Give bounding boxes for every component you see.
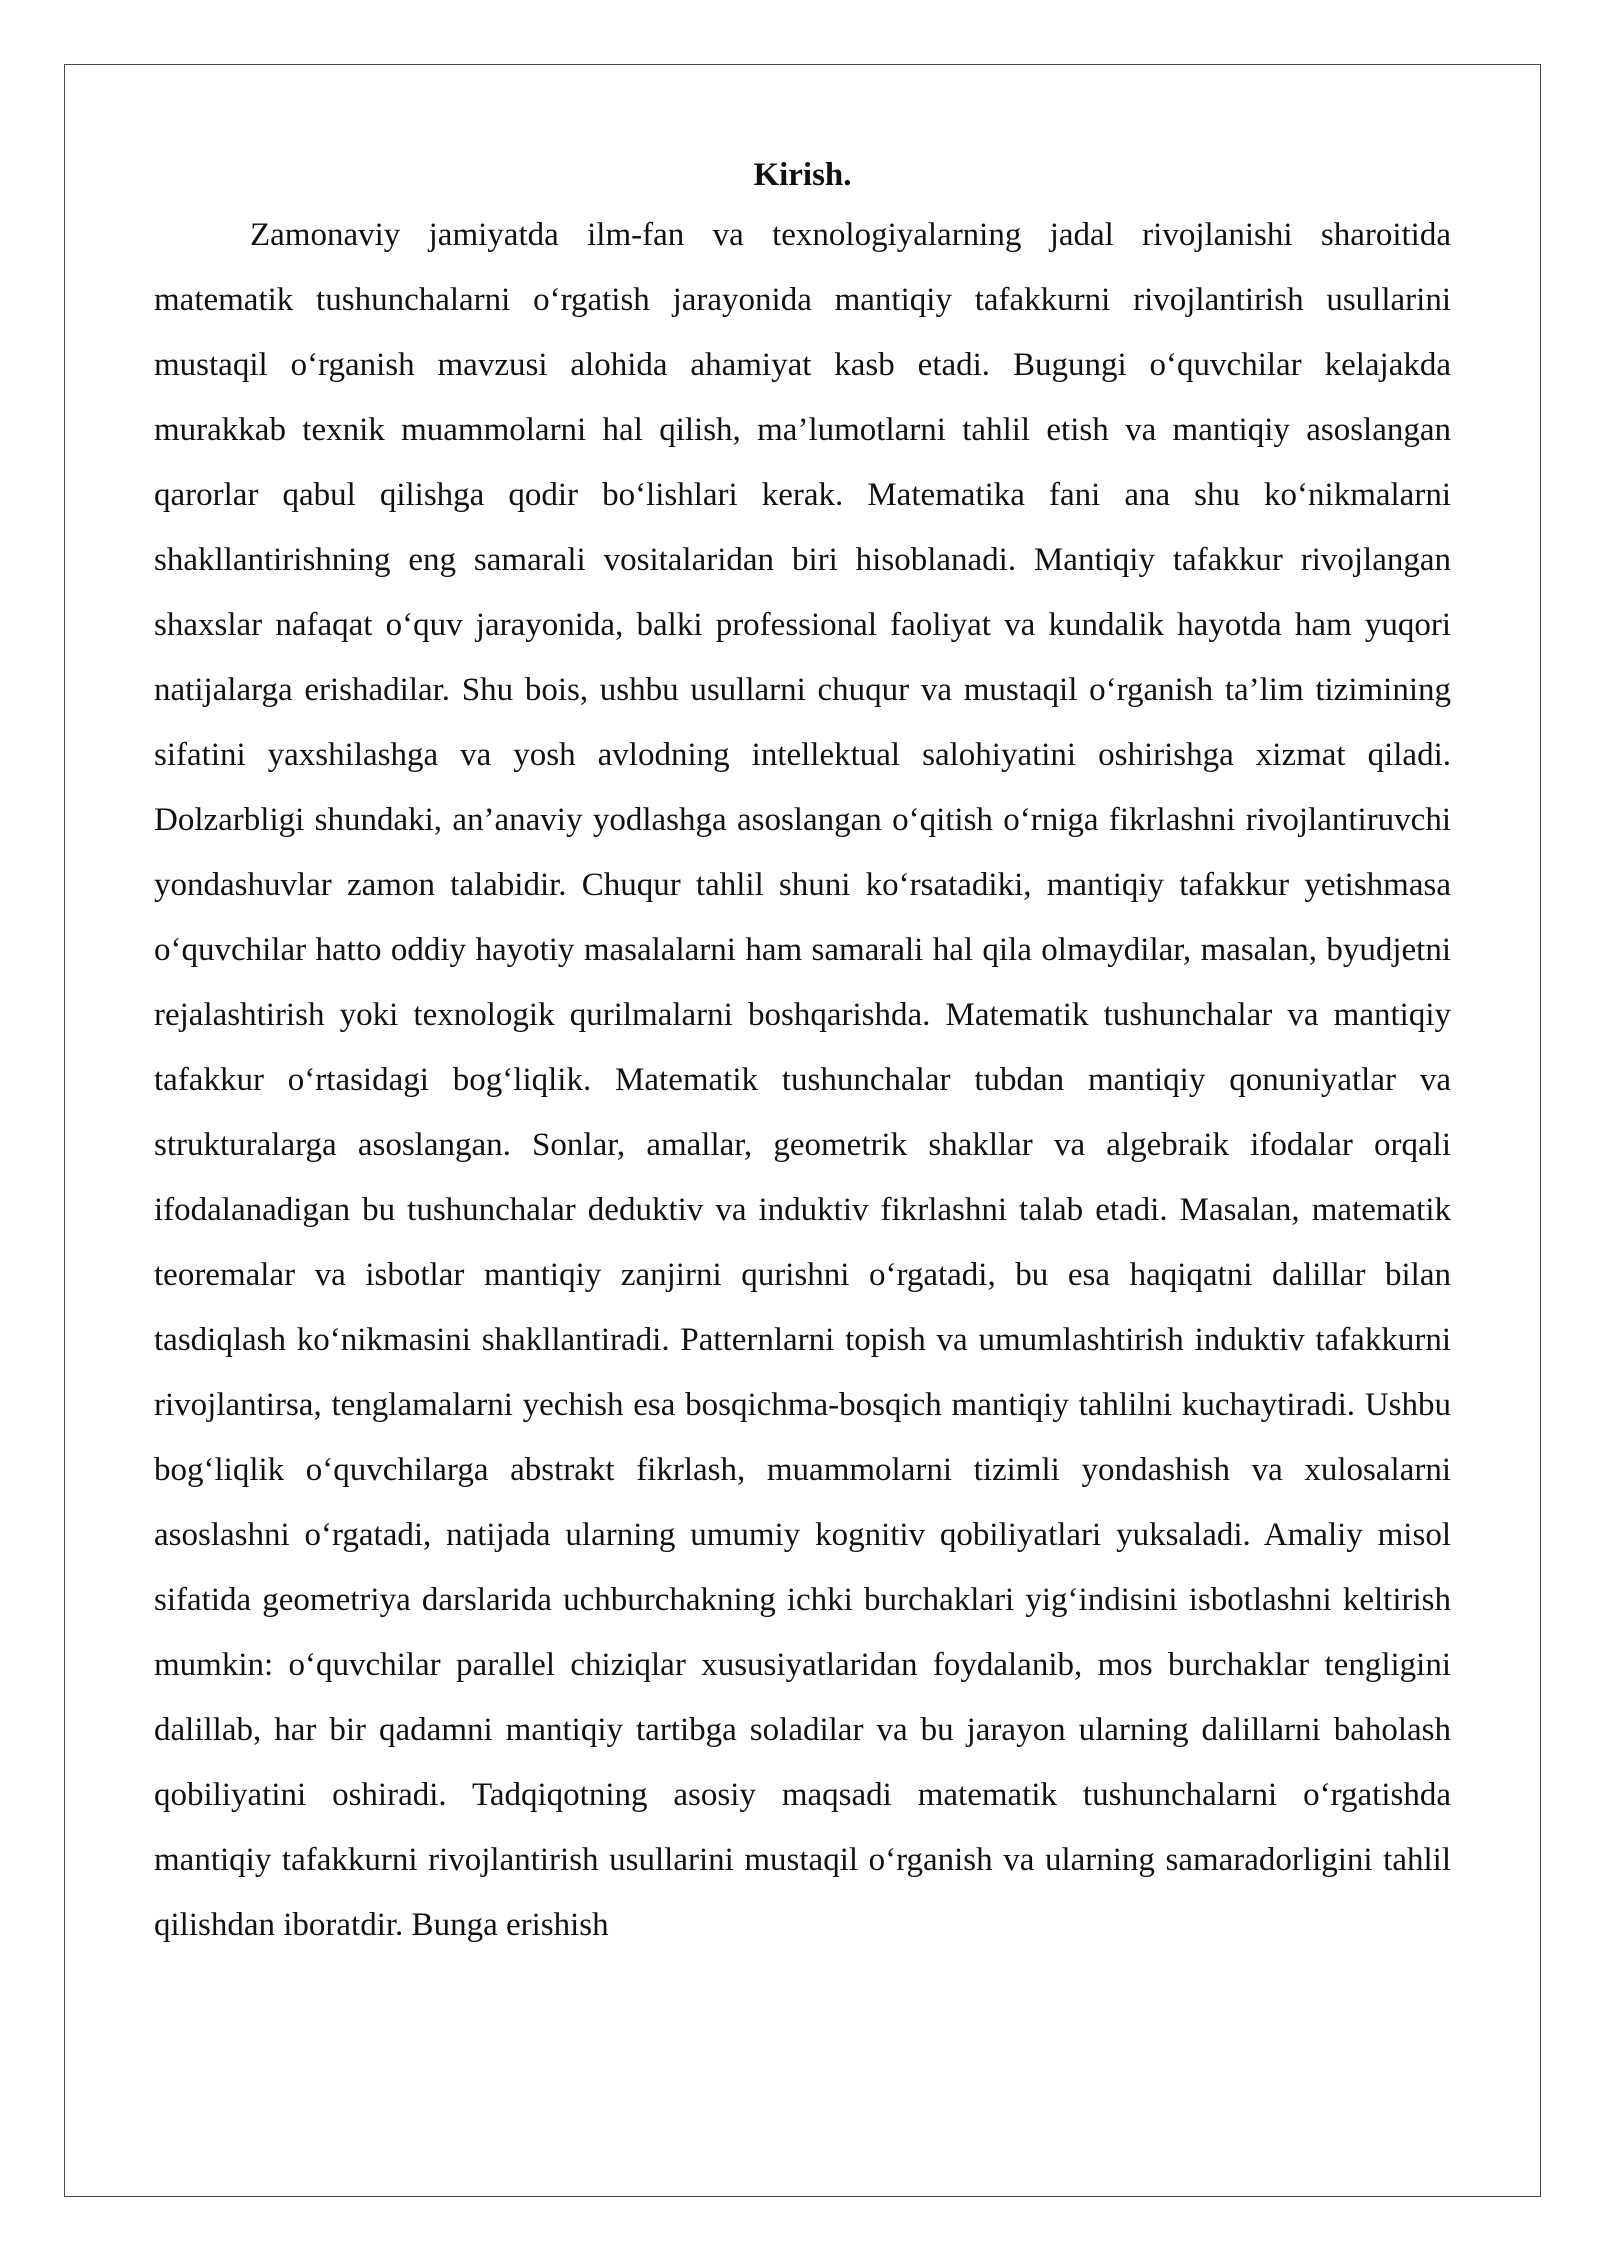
body-paragraph: Zamonaviy jamiyatda ilm-fan va texnologiyalarning jadal rivojlanishi sharoitida matematik tushunchalarni o‘rgatish jarayonida mantiqiy tafakkurni rivojlantirish usullarini mustaqil o‘rganish mavzusi alohida ahamiyat kasb etadi. Bugungi o‘quvchilar kelajakda murakkab texnik muammolarni hal qilish, ma’lumotlarni tahlil etish va mantiqiy asoslangan qarorlar qabul qilishga qodir bo‘lishlari kerak. Matematika fani ana shu ko‘nikmalarni shakllantirishning eng samarali vositalaridan biri hisoblanadi. Mantiqiy tafakkur rivojlangan shaxslar nafaqat o‘quv jarayonida, balki professional faoliyat va kundalik hayotda ham yuqori natijalarga erishadilar. Shu bois, ushbu usullarni chuqur va mustaqil o‘rganish ta’lim tizimining sifatini yaxshilashga va yosh avlodning intellektual salohiyatini oshirishga xizmat qiladi. Dolzarbligi shundaki, an’anaviy yodlashga asoslangan o‘qitish o‘rniga fikrlashni rivojlantiruvchi yondashuvlar zamon talabidir. Chuqur tahlil shuni ko‘rsatadiki, mantiqiy tafakkur yetishmasa o‘quvchilar hatto oddiy hayotiy masalalarni ham samarali hal qila olmaydilar, masalan, byudjetni rejalashtirish yoki texnologik qurilmalarni boshqarishda. Matematik tushunchalar va mantiqiy tafakkur o‘rtasidagi bog‘liqlik. Matematik tushunchalar tubdan mantiqiy qonuniyatlar va strukturalarga asoslangan. Sonlar, amallar, geometrik shakllar va algebraik ifodalar orqali ifodalanadigan bu tushunchalar deduktiv va induktiv fikrlashni talab etadi. Masalan, matematik teoremalar va isbotlar mantiqiy zanjirni qurishni o‘rgatadi, bu esa haqiqatni dalillar bilan tasdiqlash ko‘nikmasini shakllantiradi. Patternlarni topish va umumlashtirish induktiv tafakkurni rivojlantirsa, tenglamalarni yechish esa bosqichma-bosqich mantiqiy tahlilni kuchaytiradi. Ushbu bog‘liqlik o‘quvchilarga abstrakt fikrlash, muammolarni tizimli yondashish va xulosalarni asoslashni o‘rgatadi, natijada ularning umumiy kognitiv qobiliyatlari yuksaladi. Amaliy misol sifatida geometriya darslarida uchburchakning ichki burchaklari yig‘indisini isbotlashni keltirish mumkin: o‘quvchilar parallel chiziqlar xususiyatlaridan foydalanib, mos burchaklar tengligini dalillab, har bir qadamni mantiqiy tartibga soladilar va bu jarayon ularning dalillarni baholash qobiliyatini oshiradi. Tadqiqotning asosiy maqsadi matematik tushunchalarni o‘rgatishda mantiqiy tafakkurni rivojlantirish usullarini mustaqil o‘rganish va ularning samaradorligini tahlil qilishdan iboratdir. Bunga erishish [154, 217, 1451, 1943]
section-title: Kirish. [753, 157, 852, 193]
page-frame [64, 64, 1541, 2197]
document-content [154, 147, 1451, 1958]
